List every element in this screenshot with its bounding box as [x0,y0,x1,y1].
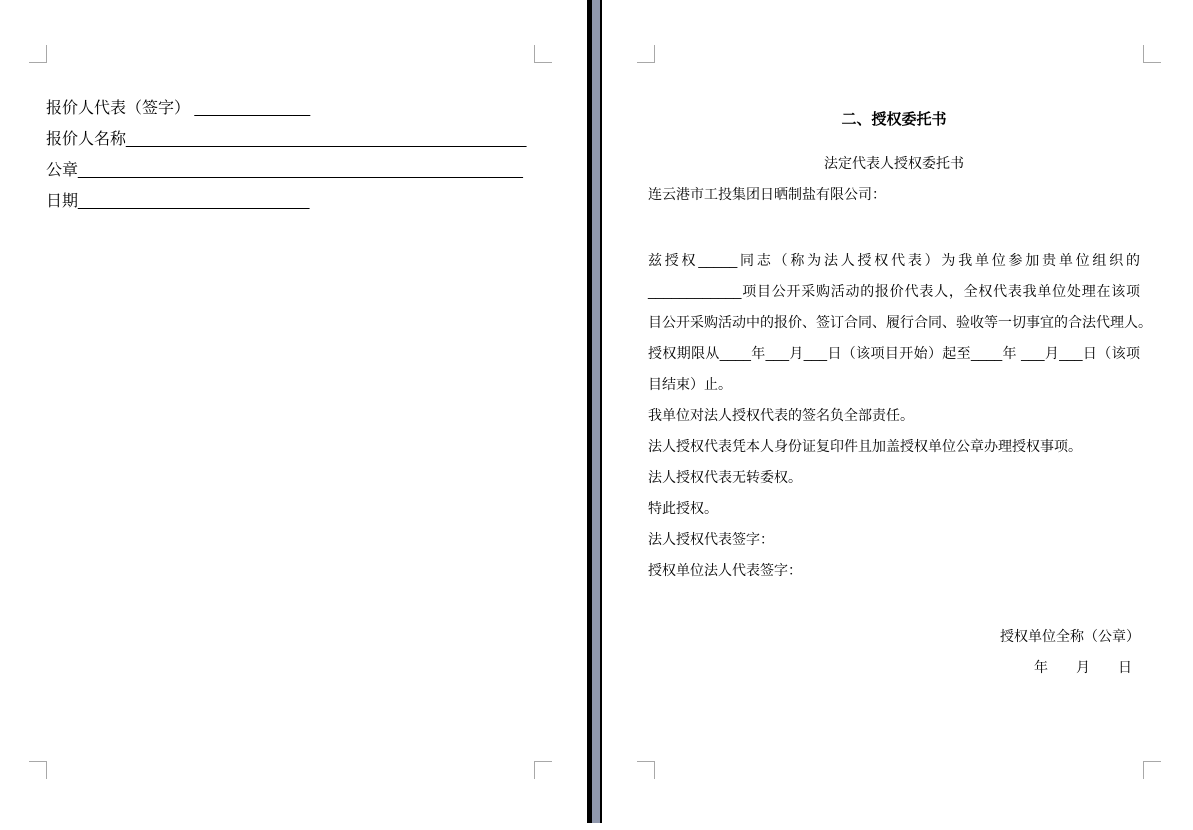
text-line: 报价人名称_____________________________________________ [46,131,527,148]
text-line: 法人授权代表签字： [648,531,774,547]
crop-mark-bottom-left-icon [29,761,47,779]
text-line: 授权单位法人代表签字： [648,562,802,578]
text-line: 公章__________________________________________________ [46,162,523,179]
text-line: 报价人代表（签字） _____________ [46,100,311,117]
text-line: 目公开采购活动中的报价、签订合同、履行合同、验收等一切事宜的合法代理人。 [648,314,1152,330]
text-line: 目结束）止。 [648,376,732,392]
crop-mark-top-right-icon [534,45,552,63]
text-line: 授权期限从____年___月___日（该项目开始）起至____年 ___月___日（该项 [648,345,1140,361]
divider-band [592,0,600,823]
text-line: 二、授权委托书 [841,111,947,128]
crop-mark-bottom-right-icon [534,761,552,779]
blank-line [648,586,1140,621]
text-line: 兹授权_____同志（称为法人授权代表）为我单位参加贵单位组织的 [648,252,1140,268]
crop-mark-top-left-icon [637,45,655,63]
text-line: 法定代表人授权委托书 [824,155,964,171]
page-right [602,0,1193,830]
page-left [0,0,587,830]
text-line: 年 月 日 [1034,659,1132,675]
text-line: 特此授权。 [648,500,718,516]
page-right-content[interactable] [648,104,1152,683]
text-line: 连云港市工投集团日晒制盐有限公司： [648,186,886,202]
crop-mark-top-right-icon [1143,45,1161,63]
crop-mark-bottom-right-icon [1143,761,1161,779]
text-line: 我单位对法人授权代表的签名负全部责任。 [648,407,914,423]
blank-line [648,210,1140,245]
page-left-content[interactable] [46,93,535,217]
text-line: 法人授权代表无转委权。 [648,469,802,485]
text-line: ____________项目公开采购活动的报价代表人，全权代表我单位处理在该项 [648,283,1140,299]
text-line: 法人授权代表凭本人身份证复印件且加盖授权单位公章办理授权事项。 [648,438,1082,454]
page-divider [587,0,602,823]
crop-mark-top-left-icon [29,45,47,63]
text-line: 日期__________________________ [46,193,310,210]
text-line: 授权单位全称（公章） [1000,628,1140,644]
crop-mark-bottom-left-icon [637,761,655,779]
